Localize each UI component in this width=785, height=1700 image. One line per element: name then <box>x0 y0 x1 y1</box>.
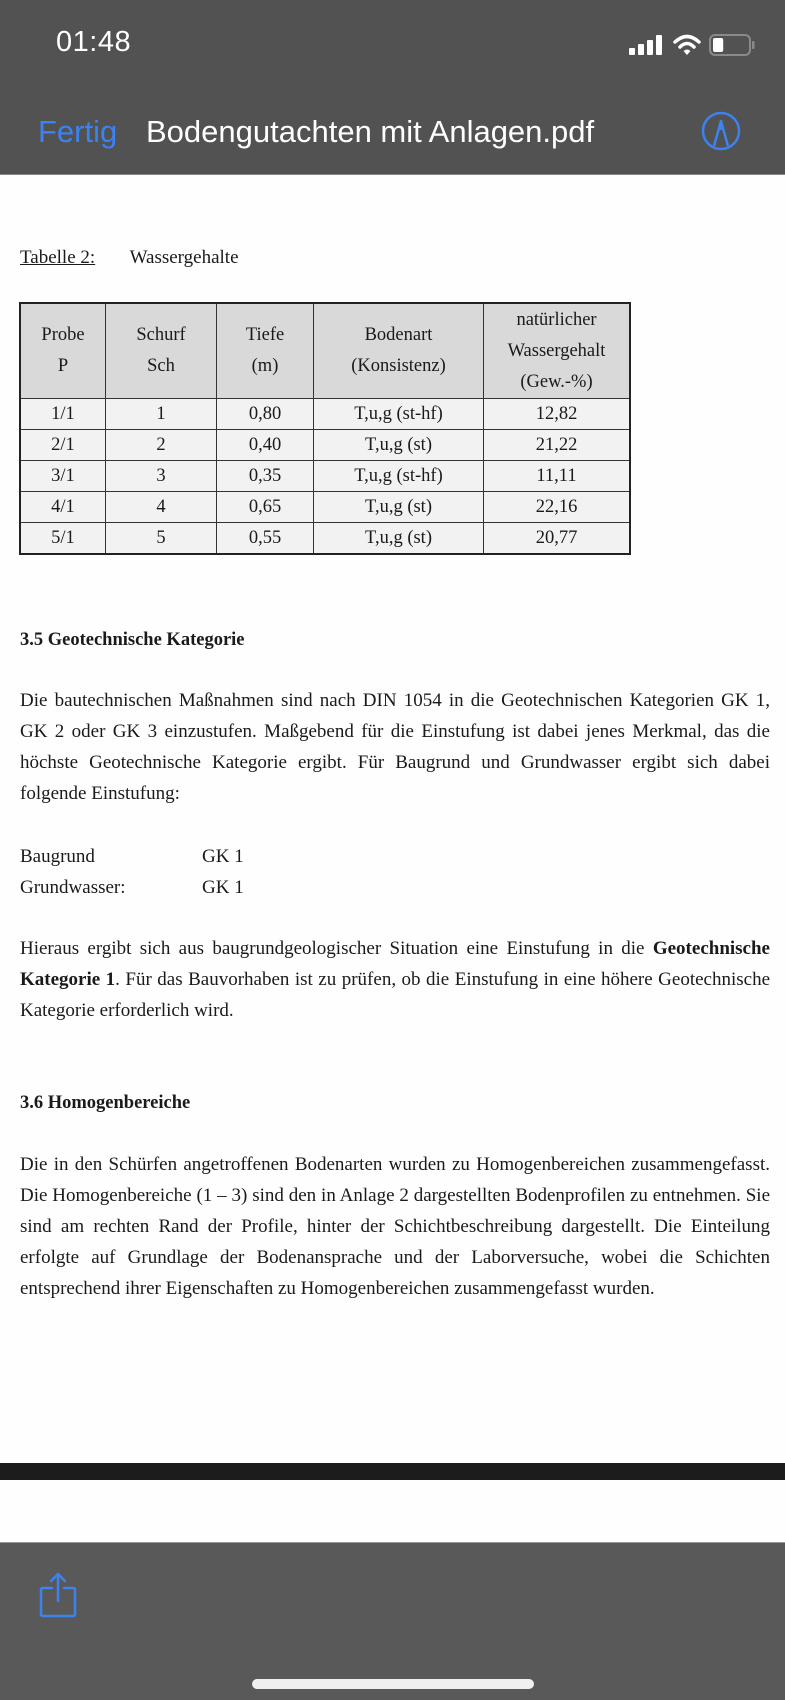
classification-value: GK 1 <box>202 846 244 867</box>
table-row <box>20 399 630 430</box>
done-button[interactable]: Fertig <box>38 114 118 149</box>
table-row <box>20 461 630 492</box>
classification-key: Grundwasser: <box>20 877 126 898</box>
cell-schurf: 4 <box>106 492 217 523</box>
section-heading-geotechnische-kategorie: 3.5 Geotechnische Kategorie <box>20 630 245 650</box>
classification-grundwasser <box>20 872 244 903</box>
cell-probe: 1/1 <box>20 399 106 430</box>
cell-schurf: 2 <box>106 430 217 461</box>
cell-bodenart: T,u,g (st) <box>314 430 484 461</box>
section-heading-homogenbereiche: 3.6 Homogenbereiche <box>20 1093 191 1113</box>
table-header-row <box>20 303 630 399</box>
cell-wassergehalt: 20,77 <box>484 523 631 555</box>
cellular-signal-icon <box>629 35 665 55</box>
cell-schurf: 5 <box>106 523 217 555</box>
header-wassergehalt: natürlicher Wassergehalt (Gew.-%) <box>484 303 631 399</box>
paragraph-homogenbereiche: Die in den Schürfen angetroffenen Bodenarten wurden zu Homogenbereichen zusammengefasst. Die Homogenbereiche (1 – 3) sind den in Anlage 2 dargestellten Bodenprofilen zu entnehmen. Sie sind am rechten Rand der Profile, hinter der Schichtbeschreibung dargestellt. Die Einteilung erfolgte auf Grundlage der Bodenansprache und der Laborversuche, wobei die Schichten entsprechend ihrer Eigenschaften zu Homogenbereichen zusammengefasst wurden. <box>20 1154 770 1299</box>
wifi-icon <box>673 34 701 56</box>
cell-probe: 4/1 <box>20 492 106 523</box>
table-row <box>20 523 630 555</box>
classification-value: GK 1 <box>202 877 244 898</box>
pdf-page[interactable] <box>0 175 785 1463</box>
page-separator <box>0 1463 785 1480</box>
nav-bar <box>0 90 785 175</box>
table-caption-label: Tabelle 2: <box>20 247 96 268</box>
share-icon[interactable] <box>38 1571 78 1619</box>
header-schurf: Schurf Sch <box>106 303 217 399</box>
cell-probe: 2/1 <box>20 430 106 461</box>
classification-key: Baugrund <box>20 846 95 867</box>
cell-bodenart: T,u,g (st) <box>314 523 484 555</box>
table-caption-title: Wassergehalte <box>129 247 239 268</box>
table-caption <box>20 247 239 269</box>
cell-wassergehalt: 21,22 <box>484 430 631 461</box>
status-bar <box>0 0 785 90</box>
table-row <box>20 492 630 523</box>
cell-probe: 3/1 <box>20 461 106 492</box>
cell-tiefe: 0,65 <box>217 492 314 523</box>
cell-schurf: 1 <box>106 399 217 430</box>
water-content-table <box>19 302 631 555</box>
battery-icon <box>709 34 755 56</box>
paragraph-einstufung: Hieraus ergibt sich aus baugrundgeologischer Situation eine Einstufung in die Geotechnische Kategorie 1. Für das Bauvorhaben ist zu prüfen, ob die Einstufung in eine höhere Geotechnische Kategorie erforderlich wird. <box>20 938 770 1021</box>
header-probe: Probe P <box>20 303 106 399</box>
header-bodenart: Bodenart (Konsistenz) <box>314 303 484 399</box>
cell-tiefe: 0,55 <box>217 523 314 555</box>
bottom-toolbar <box>0 1543 785 1700</box>
cell-bodenart: T,u,g (st-hf) <box>314 461 484 492</box>
cell-bodenart: T,u,g (st-hf) <box>314 399 484 430</box>
status-time: 01:48 <box>56 26 132 58</box>
cell-tiefe: 0,80 <box>217 399 314 430</box>
document-title: Bodengutachten mit Anlagen.pdf <box>146 114 595 149</box>
cell-probe: 5/1 <box>20 523 106 555</box>
header-tiefe: Tiefe (m) <box>217 303 314 399</box>
bold-category: Geotechnische Kategorie 1 <box>20 938 770 990</box>
cell-wassergehalt: 12,82 <box>484 399 631 430</box>
cell-wassergehalt: 22,16 <box>484 492 631 523</box>
cell-tiefe: 0,35 <box>217 461 314 492</box>
classification-baugrund <box>20 841 244 872</box>
home-indicator[interactable] <box>252 1679 534 1689</box>
markup-pen-icon[interactable] <box>701 111 741 151</box>
cell-bodenart: T,u,g (st) <box>314 492 484 523</box>
paragraph-geotechnische-kategorie: Die bautechnischen Maßnahmen sind nach DIN 1054 in die Geotechnischen Kategorien GK 1, GK 2 oder GK 3 einzustufen. Maßgebend für die Einstufung ist dabei jenes Merkmal, das die höchste Geotechnische Kategorie ergibt. Für Baugrund und Grundwasser ergibt sich dabei folgende Einstufung: <box>20 690 770 804</box>
table-row <box>20 430 630 461</box>
cell-schurf: 3 <box>106 461 217 492</box>
cell-wassergehalt: 11,11 <box>484 461 631 492</box>
cell-tiefe: 0,40 <box>217 430 314 461</box>
status-icons <box>629 34 755 56</box>
next-page-top <box>0 1480 785 1543</box>
